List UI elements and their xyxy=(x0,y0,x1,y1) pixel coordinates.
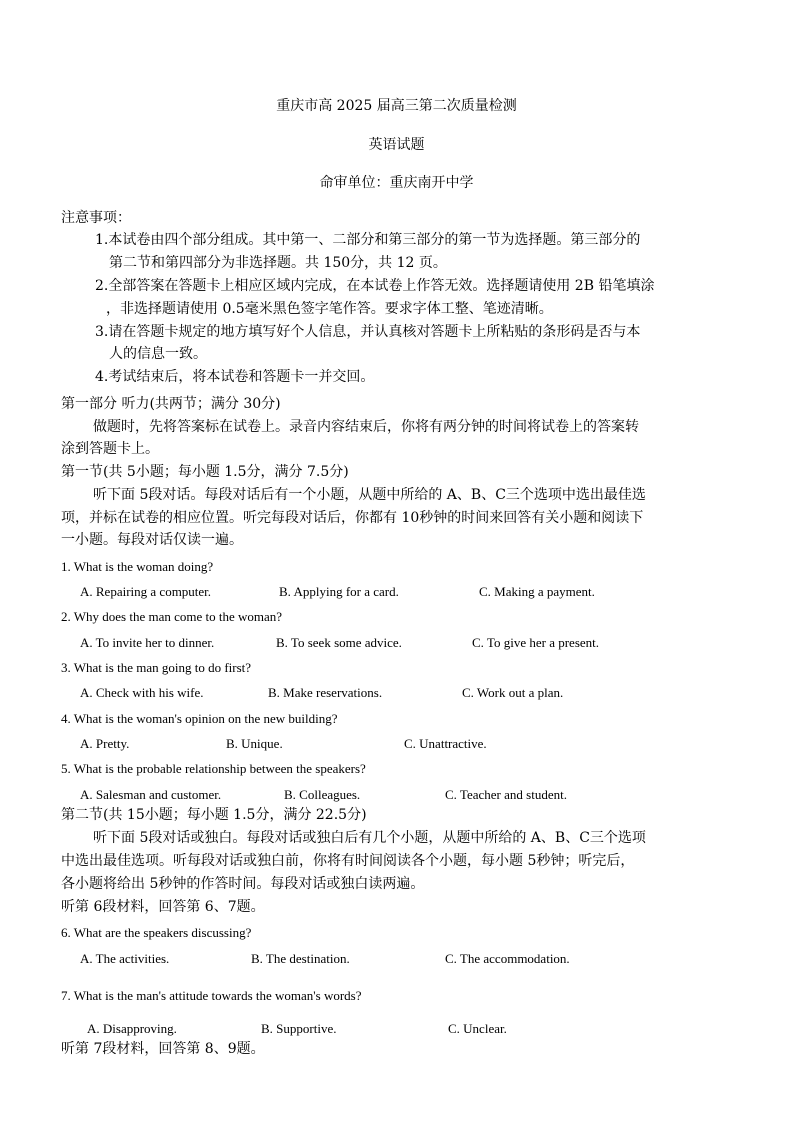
section2-intro-3: 各小题将给出 5秒钟的作答时间。每段对话或独白读两遍。 xyxy=(61,876,425,892)
q7-option-b: B. Supportive. xyxy=(261,1021,337,1036)
question-4: 4. What is the woman's opinion on the new building? xyxy=(61,711,338,726)
q5-option-c: C. Teacher and student. xyxy=(445,787,567,802)
q2-option-b: B. To seek some advice. xyxy=(276,635,402,650)
section1-intro-1: 听下面 5段对话。每段对话后有一个小题，从题中所给的 A、B、C三个选项中选出最佳选 xyxy=(93,487,646,503)
note-line-3b: 人的信息一致。 xyxy=(109,346,207,362)
q5-option-b: B. Colleagues. xyxy=(284,787,361,802)
part1-intro-1: 做题时，先将答案标在试卷上。录音内容结束后，你将有两分钟的时间将试卷上的答案转 xyxy=(93,419,639,435)
question-6: 6. What are the speakers discussing? xyxy=(61,925,252,940)
material-6-heading: 听第 6段材料，回答第 6、7题。 xyxy=(61,899,265,915)
note-line-2: 2.全部答案在答题卡上相应区域内完成，在本试卷上作答无效。选择题请使用 2B 铅笔填涂 xyxy=(95,278,655,294)
q1-option-b: B. Applying for a card. xyxy=(279,584,399,599)
notes-heading: 注意事项： xyxy=(61,210,131,226)
q3-option-c: C. Work out a plan. xyxy=(462,685,564,700)
q3-option-b: B. Make reservations. xyxy=(268,685,383,700)
section1-title: 第一节(共 5小题；每小题 1.5分，满分 7.5分) xyxy=(61,464,349,480)
q7-option-a: A. Disapproving. xyxy=(87,1021,177,1036)
material-7-heading: 听第 7段材料，回答第 8、9题。 xyxy=(61,1041,265,1057)
note-line-1: 1.本试卷由四个部分组成。其中第一、二部分和第三部分的第一节为选择题。第三部分的 xyxy=(95,232,641,248)
question-2: 2. Why does the man come to the woman? xyxy=(61,609,283,624)
q1-option-a: A. Repairing a computer. xyxy=(80,584,212,599)
section1-intro-3: 一小题。每段对话仅读一遍。 xyxy=(61,532,243,548)
exam-author: 命审单位：重庆南开中学 xyxy=(319,175,474,191)
note-line-3: 3.请在答题卡规定的地方填写好个人信息，并认真核对答题卡上所粘贴的条形码是否与本 xyxy=(95,324,641,340)
exam-subject: 英语试题 xyxy=(368,137,425,153)
q6-option-b: B. The destination. xyxy=(251,951,350,966)
q6-option-c: C. The accommodation. xyxy=(445,951,570,966)
question-5: 5. What is the probable relationship between the speakers? xyxy=(61,761,366,776)
question-3: 3. What is the man going to do first? xyxy=(61,660,252,675)
note-line-1b: 第二节和第四部分为非选择题。共 150分，共 12 页。 xyxy=(109,255,447,271)
question-1: 1. What is the woman doing? xyxy=(61,559,214,574)
q2-option-a: A. To invite her to dinner. xyxy=(80,635,215,650)
exam-title: 重庆市高 2025 届高三第二次质量检测 xyxy=(276,98,517,114)
section1-intro-2: 项，并标在试卷的相应位置。听完每段对话后，你都有 10秒钟的时间来回答有关小题和阅读下 xyxy=(61,510,644,526)
q3-option-a: A. Check with his wife. xyxy=(80,685,204,700)
section2-title: 第二节(共 15小题；每小题 1.5分，满分 22.5分) xyxy=(61,807,367,823)
q2-option-c: C. To give her a present. xyxy=(472,635,600,650)
q1-option-c: C. Making a payment. xyxy=(479,584,595,599)
q4-option-c: C. Unattractive. xyxy=(404,736,487,751)
part1-intro-2: 涂到答题卡上。 xyxy=(61,441,159,457)
q6-option-a: A. The activities. xyxy=(80,951,170,966)
q7-option-c: C. Unclear. xyxy=(448,1021,507,1036)
part1-title: 第一部分 听力(共两节；满分 30分) xyxy=(61,396,281,412)
question-7: 7. What is the man's attitude towards the woman's words? xyxy=(61,988,362,1003)
q5-option-a: A. Salesman and customer. xyxy=(80,787,222,802)
note-line-2b: ，非选择题请使用 0.5毫米黑色签字笔作答。要求字体工整、笔迹清晰。 xyxy=(106,301,553,317)
section2-intro-2: 中选出最佳选项。听每段对话或独白前，你将有时间阅读各个小题，每小题 5秒钟；听完后， xyxy=(61,853,635,869)
q4-option-a: A. Pretty. xyxy=(80,736,130,751)
note-line-4: 4.考试结束后，将本试卷和答题卡一并交回。 xyxy=(95,369,375,385)
q4-option-b: B. Unique. xyxy=(226,736,283,751)
section2-intro-1: 听下面 5段对话或独白。每段对话或独白后有几个小题，从题中所给的 A、B、C三个选项 xyxy=(93,830,646,846)
